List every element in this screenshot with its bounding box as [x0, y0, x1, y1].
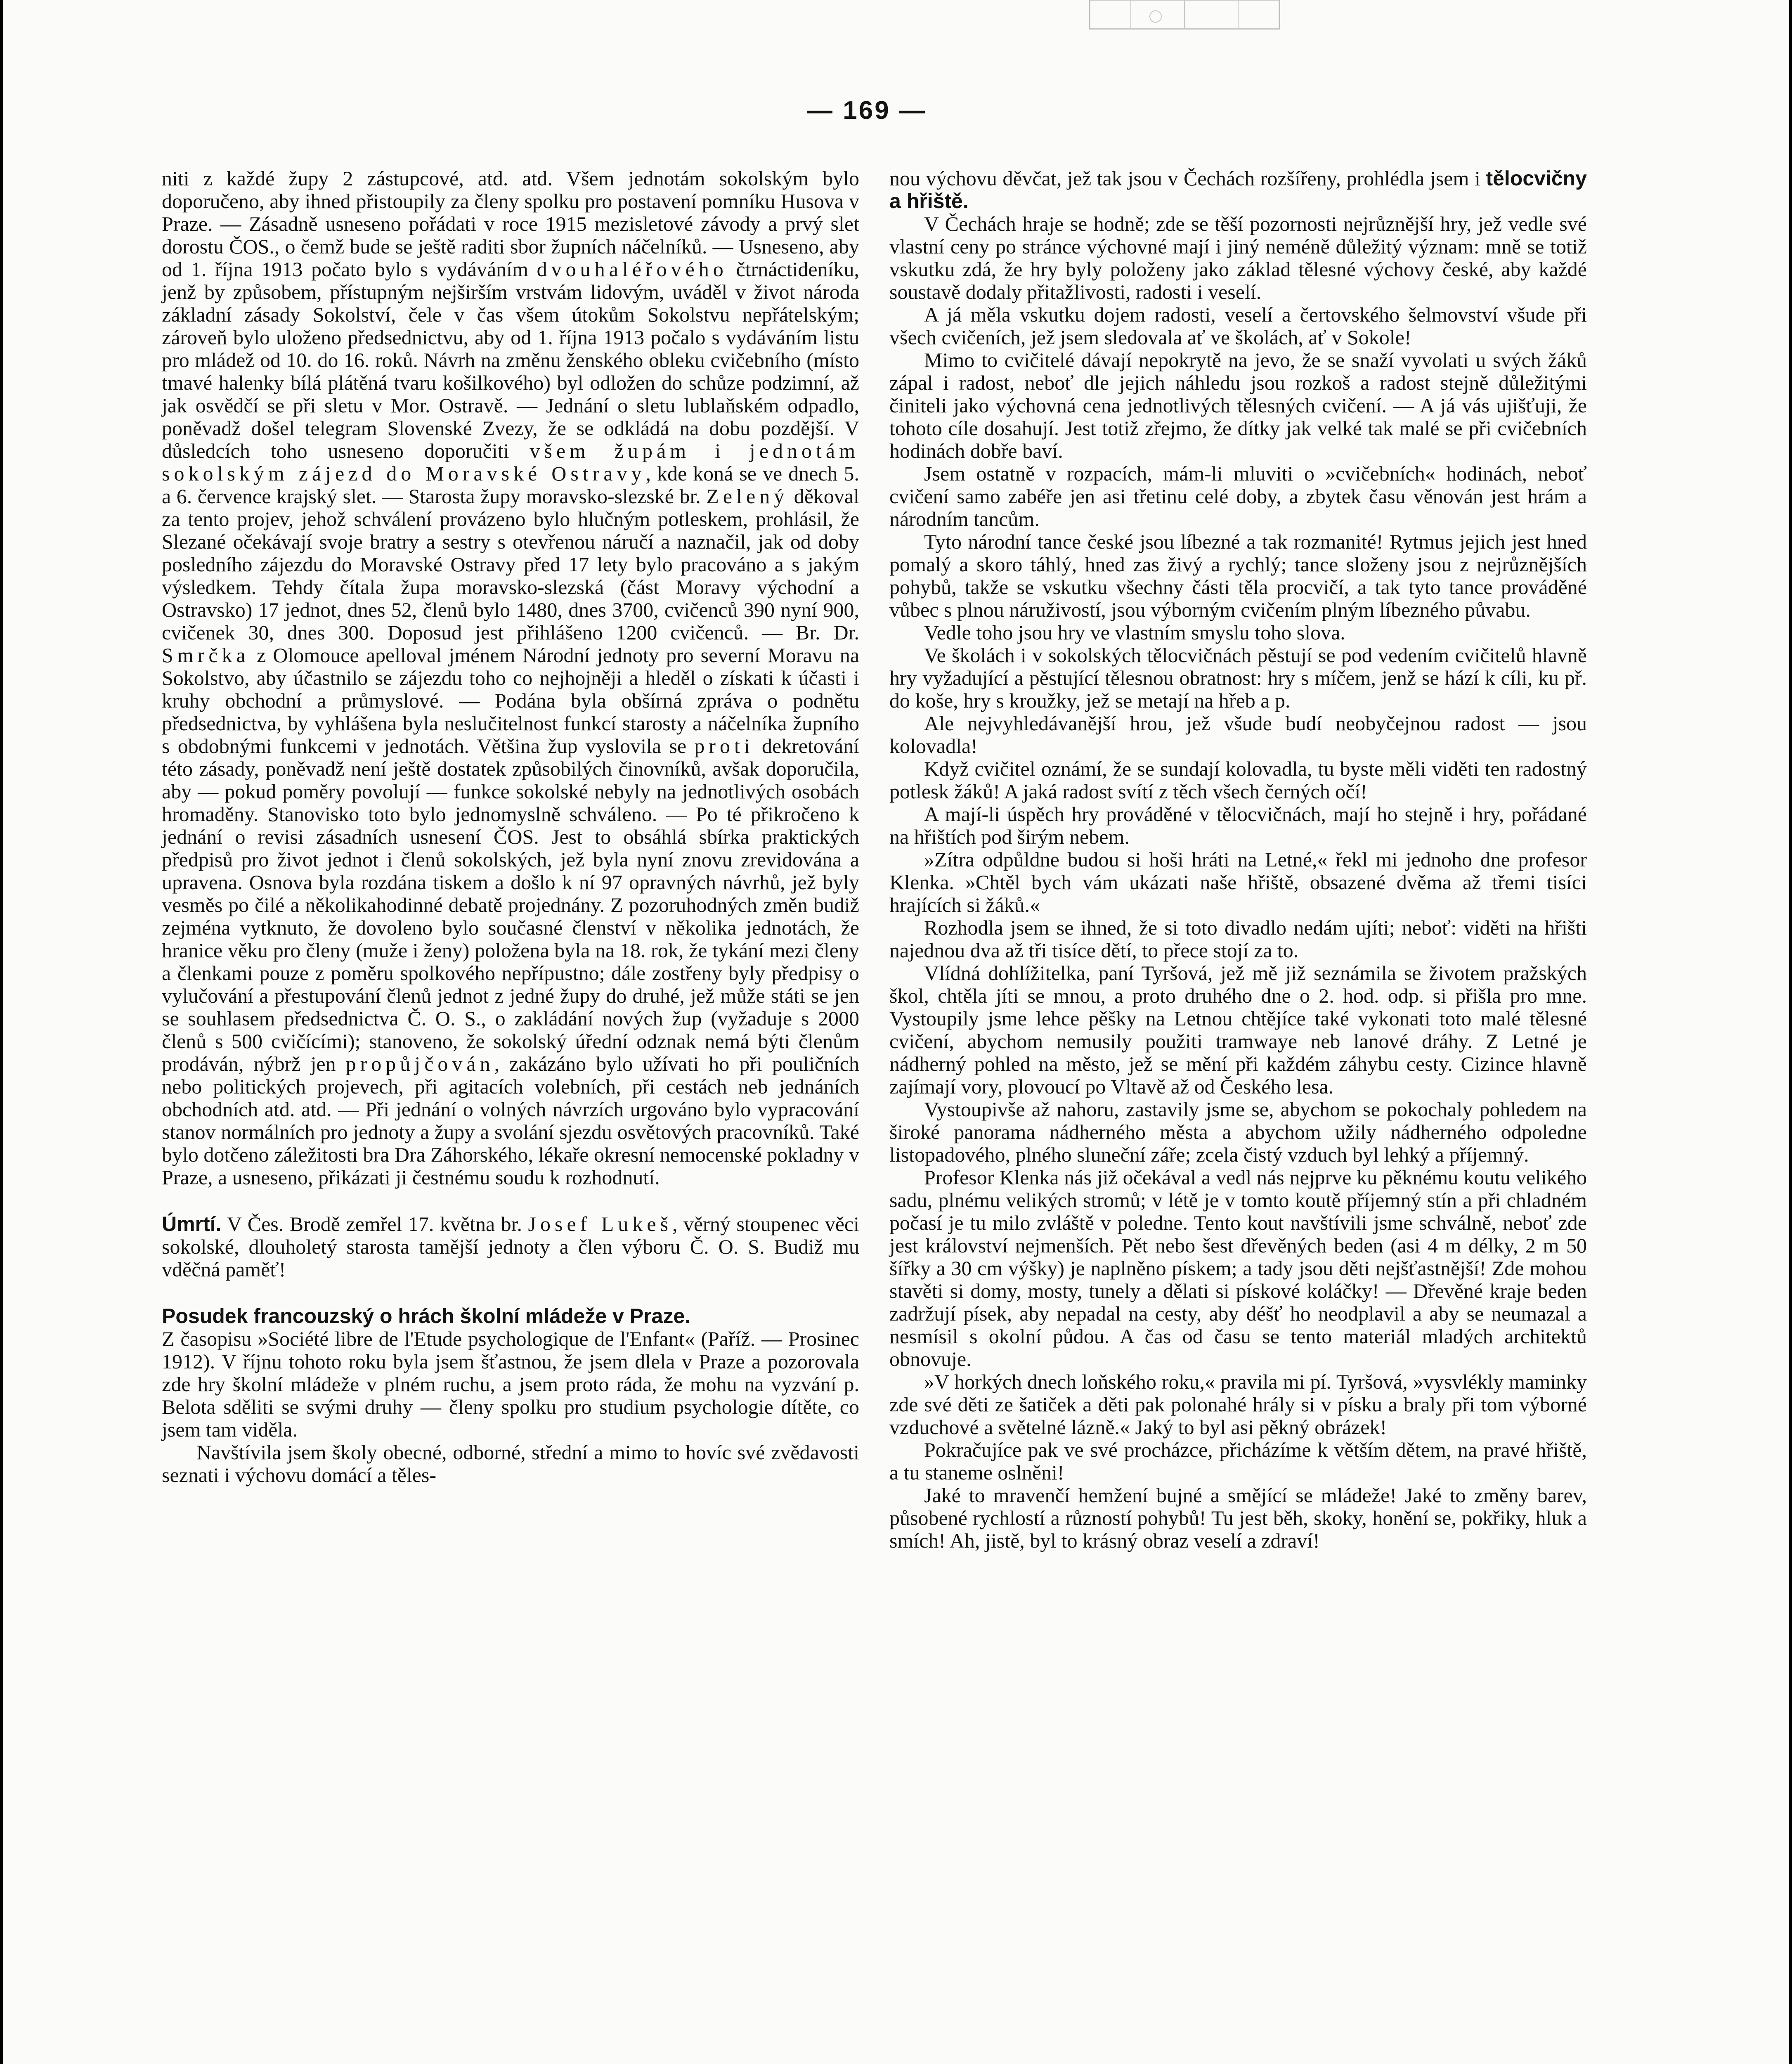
paragraph-obituary: Úmrtí. V Čes. Brodě zemřel 17. května br. Josef Lukeš, věrný stoupenec věci sokolské, dlouholetý starosta tamější jednoty a člen výboru Č. O. S. Budiž mu vděčná paměť!: [162, 1212, 860, 1281]
spaced-emphasis: Smrčka: [162, 644, 250, 667]
paragraph: Mimo to cvičitelé dávají nepokrytě na jevo, že se snaží vyvolati u svých žáků zápal i radost, neboť dle jejich náhledu jsou rozkoš a radost stejně důležitými činiteli jako výchovná cena jednotlivých tělesných cvičení. — A já vás ujišťuji, že tohoto cíle dosahují. Jest totiž zřejmo, že dítky jak velké tak malé se při cvičebních hodinách dobře baví.: [889, 348, 1587, 462]
spaced-emphasis: Zelený: [706, 485, 789, 508]
paragraph-continuation: nou výchovu děvčat, jež tak jsou v Čechách rozšířeny, prohlédla jsem i tělocvičny a hřiště.: [889, 167, 1587, 213]
obituary-heading: Úmrtí.: [162, 1212, 222, 1236]
scan-edge-right: [1789, 0, 1792, 2064]
spaced-emphasis: Josef Lukeš: [528, 1212, 672, 1236]
paragraph: Jaké to mravenčí hemžení bujné a smějící se mládeže! Jaké to změny barev, působené rychlostí a růzností pohybů! Tu jest běh, skoky, honění se, pokřiky, hluk a smích! Ah, jistě, byl to krásný obraz veselí a zdraví!: [889, 1484, 1587, 1552]
scan-registration-mark: [1081, 0, 1288, 33]
scan-edge-left: [0, 0, 3, 2064]
bold-emphasis: tělocvičny a hřiště.: [889, 167, 1587, 213]
paragraph: Když cvičitel oznámí, že se sundají kolovadla, tu byste měli viděti ten radostný potlesk žáků! A jaká radost svítí z těch všech černých očí!: [889, 757, 1587, 803]
paragraph: Ve školách i v sokolských tělocvičnách pěstují se pod vedením cvičitelů hlavně hry vyžadující a pěstující tělesnou obratnost: hry s míčem, jenž se hází k cíli, ku př. do koše, hry s kroužky, jež se metají na hřeb a p.: [889, 644, 1587, 712]
paragraph: Profesor Klenka nás již očekával a vedl nás nejprve ku pěknému koutu velikého sadu, plnému velikých stromů; v létě je v tomto koutě příjemný stín a při chladném počasí je tu milo zvláště v poledne. Tento kout navštívili jsme schválně, neboť zde jest království nejmenších. Pět nebo šest dřevěných beden (asi 4 m délky, 2 m 50 šířky a 30 cm výšky) je naplněno pískem; a tady jsou děti nejšťastnější! Zde mohou stavěti si domy, mosty, tunely a dělati si pískové koláčky! — Dřevěné kraje beden zadržují písek, aby nepadal na cesty, aby déšť ho neodplavil a aby se neumazal a nesmísil s okolní půdou. A čas od času se tento materiál mladých architektů obnovuje.: [889, 1166, 1587, 1370]
page-number: — 169 —: [807, 96, 927, 125]
paragraph: V Čechách hraje se hodně; zde se těší pozornosti nejrůznější hry, jež vedle své vlastní ceny po stránce výchovné mají i jiný neméně důležitý význam: mně se totiž vskutku zdá, že hry byly položeny jako základ tělesné výchovy české, aby každé soustavě dodaly přitažlivosti, radosti i veselí.: [889, 212, 1587, 303]
paragraph: »V horkých dnech loňského roku,« pravila mi pí. Tyršová, »vysvlékly maminky zde své děti ze šatiček a děti pak polonahé hrály si v písku a braly při tom výborné vzduchové a světelné lázně.« Jaký to byl asi pěkný obrázek!: [889, 1370, 1587, 1439]
right-column: [889, 167, 1587, 1552]
paragraph: Rozhodla jsem se ihned, že si toto divadlo nedám ujíti; neboť: viděti na hřišti najednou dva až tři tisíce dětí, to přece stojí za to.: [889, 916, 1587, 962]
spaced-emphasis: propůjčován: [345, 1052, 494, 1075]
paragraph: A mají-li úspěch hry prováděné v tělocvičnách, mají ho stejně i hry, pořádané na hřištích pod širým nebem.: [889, 802, 1587, 848]
paragraph: Vystoupivše až nahoru, zastavily jsme se, abychom se pokochaly pohledem na široké panorama nádherného města a abychom užily nádherného odpoledne listopadového, plného sluneční záře; zcela čistý vzduch byl lehký a příjemný.: [889, 1098, 1587, 1166]
paragraph-article-intro: Z časopisu »Société libre de l'Etude psychologique de l'Enfant« (Paříž. — Prosinec 1912). V říjnu tohoto roku byla jsem šťastnou, že jsem dlela v Praze a pozorovala zde hry školní mládeže v plném ruchu, a jsem proto ráda, že mohu na vyzvání p. Belota sděliti se svými druhy — členy spolku pro studium psychologie dítěte, co jsem tam viděla.: [162, 1327, 859, 1441]
paragraph-schools: Navštívila jsem školy obecné, odborné, střední a mimo to hovíc své zvědavosti seznati i výchovu domácí a těles-: [162, 1441, 859, 1486]
spaced-emphasis: dvouhaléřového: [537, 258, 728, 281]
left-column: [162, 167, 859, 1486]
paragraph: Jsem ostatně v rozpacích, mám-li mluviti o »cvičebních« hodinách, neboť cvičení samo zabéře jen asi třetinu celé doby, a zbytek času věnován jest hrám a národním tancům.: [889, 462, 1587, 530]
paragraph: A já měla vskutku dojem radosti, veselí a čertovského šelmovství všude při všech cvičeních, jež jsem sledovala ať ve školách, ať v Sokole!: [889, 303, 1587, 349]
paragraph: Tyto národní tance české jsou líbezné a tak rozmanité! Rytmus jejich jest hned pomalý a skoro táhlý, hned zas živý a rychlý; tance složeny jsou z nejrůznějších pohybů, takže se vskutku všechny části těla procvičí, a tak tyto tance prováděné vůbec s plnou náruživostí, jsou výborným cvičením plným líbezného půvabu.: [889, 530, 1587, 621]
paragraph: Ale nejvyhledávanější hrou, jež všude budí neobyčejnou radost — jsou kolovadla!: [889, 712, 1587, 757]
spaced-emphasis: proti: [694, 734, 754, 757]
spaced-emphasis: všem župám i jednotám sokolským zájezd do Moravské Ostravy: [162, 439, 859, 485]
paragraph: »Zítra odpůldne budou si hoši hráti na Letné,« řekl mi jednoho dne profesor Klenka. »Chtěl bych vám ukázati naše hřiště, obsazené dvěma až třemi tisíci hrajících si žáků.«: [889, 848, 1587, 916]
article-heading: Posudek francouzský o hrách školní mládeže v Praze.: [162, 1304, 691, 1328]
paragraph: Pokračujíce pak ve své procházce, přicházíme k větším dětem, na pravé hřiště, a tu staneme oslněni!: [889, 1438, 1587, 1484]
paragraph-meeting-report: niti z každé župy 2 zástupcové, atd. atd. Všem jednotám sokolským bylo doporučeno, aby ihned přistoupily za členy spolku pro postavení pomníku Husova v Praze. — Zásadně usneseno pořádati v roce 1915 mezisletové závody a prvý slet dorostu ČOS., o čemž bude se ještě raditi sbor župních náčelníků. — Usneseno, aby od 1. října 1913 počato bylo s vydáváním dvouhaléřového čtrnáctideníku, jenž by způsobem, přístupným nejširším vrstvám lidovým, uváděl v život národa základní zásady Sokolství, čele v čas všem útokům Sokolstvu nepřátelským; zároveň bylo uloženo předsednictvu, aby od 1. října 1913 počalo s vydáváním listu pro mládež od 10. do 16. roků. Návrh na změnu ženského obleku cvičebního (místo tmavé halenky bílá plátěná tvaru košilkového) byl odložen do schůze podzimní, až jak osvědčí se při sletu v Mor. Ostravě. — Jednání o sletu lublaňském odpadlo, poněvadž došel telegram Slovenské Zvezy, že se odkládá na dobu pozdější. V důsledcích toho usneseno doporučiti všem župám i jednotám sokolským zájezd do Moravské Ostravy, kde koná se ve dnech 5. a 6. července krajský slet. — Starosta župy moravsko-slezské br. Zelený děkoval za tento projev, jehož schválení provázeno bylo hlučným potleskem, prohlásil, že Slezané očekávají svoje bratry a sestry s otevřenou náručí a naznačil, jak od doby posledního zájezdu do Moravské Ostravy před 17 lety bylo pracováno a s jakým výsledkem. Tehdy čítala župa moravsko-slezská (část Moravy východní a Ostravsko) 17 jednot, dnes 52, členů bylo 1480, dnes 3700, cvičenců 390 nyní 900, cvičenek 30, dnes 300. Doposud jest přihlášeno 1200 cvičenců. — Br. Dr. Smrčka z Olomouce apelloval jménem Národní jednoty pro severní Moravu na Sokolstvo, aby účastnilo se zájezdu toho co nejhojněji a hleděl o získati k účasti i kruhy obchodní a průmyslové. — Podána byla obšírná zpráva o podnětu předsednictva, by vyhlášena byla neslučitelnost funkcí starosty a náčelníka župního s obdobnými funkcemi v jednotách. Většina žup vyslovila se proti dekretování této zásady, poněvadž není ještě dostatek způsobilých činovníků, avšak doporučila, aby — pokud poměry povolují — funkce sokolské nebyly na jednotlivých osobách hromaděny. Stanovisko toto bylo jednomyslně schváleno. — Po té přikročeno k jednání o revisi zásadních usnesení ČOS. Jest to obsáhlá sbírka praktických předpisů pro život jednot i členů sokolských, jež byla nyní znovu zrevidována a upravena. Osnova byla rozdána tiskem a došlo k ní 97 opravných návrhů, jež byly vesměs po čilé a několikahodinné debatě projednány. Z pozoruhodných změn budiž zejména vytknuto, že dovoleno bylo současné členství v několika jednotách, že hranice věku pro členy (muže i ženy) položena byla na 18. rok, že tykání mezi členy a členkami pouze z poměru spolkového nepřípustno; dále zostřeny byly předpisy o vylučování a přestupování členů jednot z jedné župy do druhé, jež může státi se jen se souhlasem předsednictva Č. O. S., o zakládání nových žup (vyžaduje s 2000 členů s 500 cvičícími); stanoveno, že sokolský úřední odznak nemá býti členům prodáván, nýbrž jen propůjčován, zakázáno bylo užívati ho při pouličních nebo politických projevech, při agitacích volebních, při cestách neb jednáních obchodních atd. atd. — Při jednání o volných návrzích urgováno bylo vypracování stanov normálních pro jednoty a župy a svolání sjezdu osvětových pracovníků. Také bylo dotčeno záležitosti bra Dra Záhorského, lékaře okresní nemocenské pokladny v Praze, a usneseno, přikázati ji čestnému soudu k rozhodnutí.: [162, 167, 860, 1189]
paragraph: Vedle toho jsou hry ve vlastním smyslu toho slova.: [924, 621, 1345, 644]
paragraph: Vlídná dohlížitelka, paní Tyršová, jež mě již seznámila se životem pražských škol, chtěla jíti se mnou, a proto druhého dne o 2. hod. odp. si přišla pro mne. Vystoupily jsme lehce pěšky na Letnou chtějíce také vykonati toto malé tělesné cvičení, abychom nemusily použiti tramwaye neb lanové dráhy. Z Letné je nádherný pohled na město, jež se mění při každém záhybu cesty. Cizince hlavně zajímají vory, plovoucí po Vltavě až od Českého lesa.: [889, 961, 1587, 1098]
